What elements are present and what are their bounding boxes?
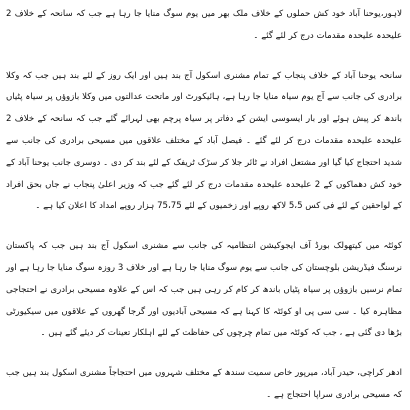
article-paragraph-sindh: ادھر کراچی، حیدر آباد، میرپور خاص سمیت سندھ کے مختلف شہروں میں احتجاجاً مشنری اسکول بند ہیں جب کہ مسیحی برادری سراپا احتجاج ہے ۔ — [6, 368, 402, 400]
article-paragraph-intro: لاہور،یوحنا آباد خود کش حملوں کے خلاف ملک بھر میں یوم سوگ منایا جا رہا ہے جب کہ سانحہ کے خلاف 2 علیحدہ علیحدہ مقدمات درج کر لئے گئے ۔ — [6, 9, 402, 41]
article-paragraph-quetta: کوئٹہ میں کیتھولک بورڈ آف ایجوکیشن انتظامیہ کی جانب سے مشنری اسکول آج بند ہیں جب کہ پاکستان نرسنگ فیڈریشن بلوچستان کی جانب سے یوم سوگ منایا جا رہا ہے اور خلاف 3 روزہ سوگ منایا جا رہا ہے اور تمام نرسیں بازوؤں پر سیاہ پٹیاں باندھ کر کام کر رہی ہیں جب کہ اس کے علاوہ مسیحی برادری نے احتجاجی مظاہرہ کیا ۔ سی سی پی او کوئٹہ کا کہنا ہے کہ مسیحی آبادیوں اور گرجا گھروں کے علاقوں میں سیکیورٹی بڑھا دی گئی ہے ، جب کہ کوئٹہ میں تمام چرچوں کی حفاظت کے لئے اہلکار تعینات کر دیئے گئے ہیں ۔ — [6, 241, 403, 339]
article-paragraph-punjab: سانحہ یوحنا آباد کے خلاف پنجاب کے تمام مشنری اسکول آج بند ہیں اور ایک روز کے لئے بند ہیں جب کہ وکلا برادری کی جانب سے آج یوم سیاہ منایا جا رہا ہے، ہائیکورٹ اور ماتحت عدالتوں میں وکلا بازوؤں پر سیاہ پٹیاں باندھ کر پیش ہوئے اور بار ایسوسی ایشن کے دفاتر پر سیاہ پرچم بھی لہرائے گئے جب کہ سانحہ کے خلاف 2 علیحدہ علیحدہ مقدمات درج کر لئے گئے ۔ فیصل آباد کے مختلف علاقوں میں مسیحی برادری کی جانب سے شدید احتجاج کیا گیا اور مشتعل افراد نے ٹائر جلا کر سڑک ٹریفک کے لئے بند کر دی ۔ دوسری جانب یوحنا آباد کے خود کش دھماکوں کے 2 علیحدہ علیحدہ مقدمات درج کر لئے گئے جب کہ وزیر اعلیٰ پنجاب نے جاں بحق افراد کے لواحقین کے لئے فی کس 5،5 لاکھ روپے اور زخمیوں کے لئے 75،75 ہزار روپے امداد کا اعلان کیا ہے ۔ — [6, 70, 402, 212]
